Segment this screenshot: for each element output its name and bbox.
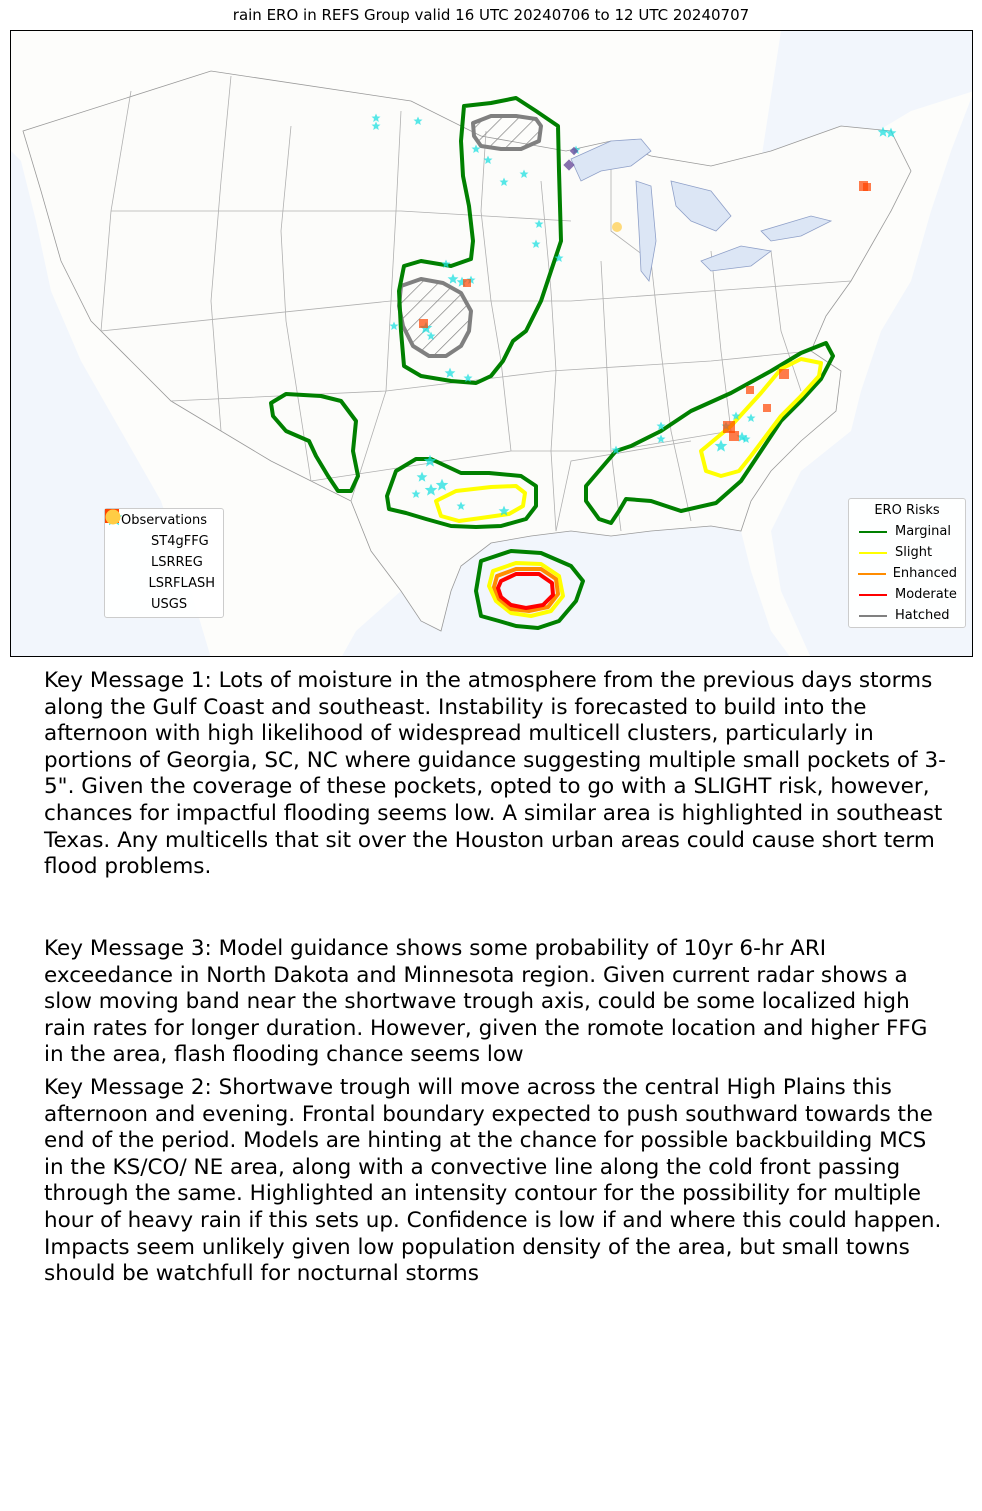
legend-label-marginal: Marginal [895, 524, 951, 539]
map-title: rain ERO in REFS Group valid 16 UTC 20240706 to 12 UTC 20240707 [232, 6, 750, 24]
legend-row-lsrreg [113, 552, 215, 573]
legend-row-hatched [857, 605, 957, 626]
legend-row-st4gffg [113, 531, 215, 552]
legend-label-usgs: USGS [151, 597, 188, 612]
legend-row-lsrflash [113, 573, 215, 594]
square-icon [113, 575, 143, 593]
legend-label-slight: Slight [895, 545, 933, 560]
line-icon [857, 565, 887, 583]
line-icon [857, 523, 889, 541]
legend-label-lsrreg: LSRREG [151, 555, 203, 570]
line-icon [857, 544, 889, 562]
ero-legend-title: ERO Risks [874, 503, 940, 518]
legend-label-hatched: Hatched [895, 608, 950, 623]
observations-legend-title: Observations [121, 513, 207, 528]
legend-label-lsrflash: LSRFLASH [148, 576, 215, 591]
legend-row-enhanced [857, 563, 957, 584]
key-message-2: Key Message 2: Shortwave trough will move across the central High Plains this afternoon and evening. Frontal boundary expected to push southward towards the end of the period. Models are hinting at the chance for possible backbuilding MCS in the KS/CO/ NE area, along with a convective line along the cold front passing through the same. Highlighted an intensity contour for the possibility for multiple hour of heavy rain if this sets up. Confidence is low if and where this could happen. Impacts seem unlikely given low population density of the area, but small towns should be watchfull for nocturnal storms [44, 1075, 942, 1287]
ero-risks-legend [848, 498, 966, 628]
key-message-3: Key Message 3: Model guidance shows some probability of 10yr 6-hr ARI exceedance in North Dakota and Minnesota region. Given current radar shows a slow moving band near the shortwave trough axis, could be some localized high rain rates for longer duration. However, given the romote location and higher FFG in the area, flash flooding chance seems low [44, 936, 928, 1068]
circle-icon [113, 596, 145, 614]
usgs-points [612, 222, 622, 232]
ero-map [10, 30, 973, 657]
legend-row-marginal [857, 521, 957, 542]
legend-label-enhanced: Enhanced [892, 566, 957, 581]
legend-row-usgs [113, 594, 215, 615]
legend-row-slight [857, 542, 957, 563]
observations-legend [104, 508, 224, 618]
key-message-1: Key Message 1: Lots of moisture in the atmosphere from the previous days storms along the Gulf Coast and southeast. Instability is forecasted to build into the afternoon with high likelihood of widespread multicell clusters, particularly in portions of Georgia, SC, NC where guidance suggesting multiple small pockets of 3-5". Given the coverage of these pockets, opted to go with a SLIGHT risk, however, chances for impactful flooding seems low. A similar area is highlighted in southeast Texas. Any multicells that sit over the Houston urban areas could cause short term flood problems. [44, 668, 946, 880]
line-icon [857, 586, 889, 604]
legend-label-st4gffg: ST4gFFG [151, 534, 209, 549]
line-icon [857, 607, 889, 625]
cross-icon [113, 554, 145, 572]
legend-row-moderate [857, 584, 957, 605]
legend-label-moderate: Moderate [895, 587, 957, 602]
hatched-area-north [473, 116, 541, 149]
star-icon [113, 533, 145, 551]
